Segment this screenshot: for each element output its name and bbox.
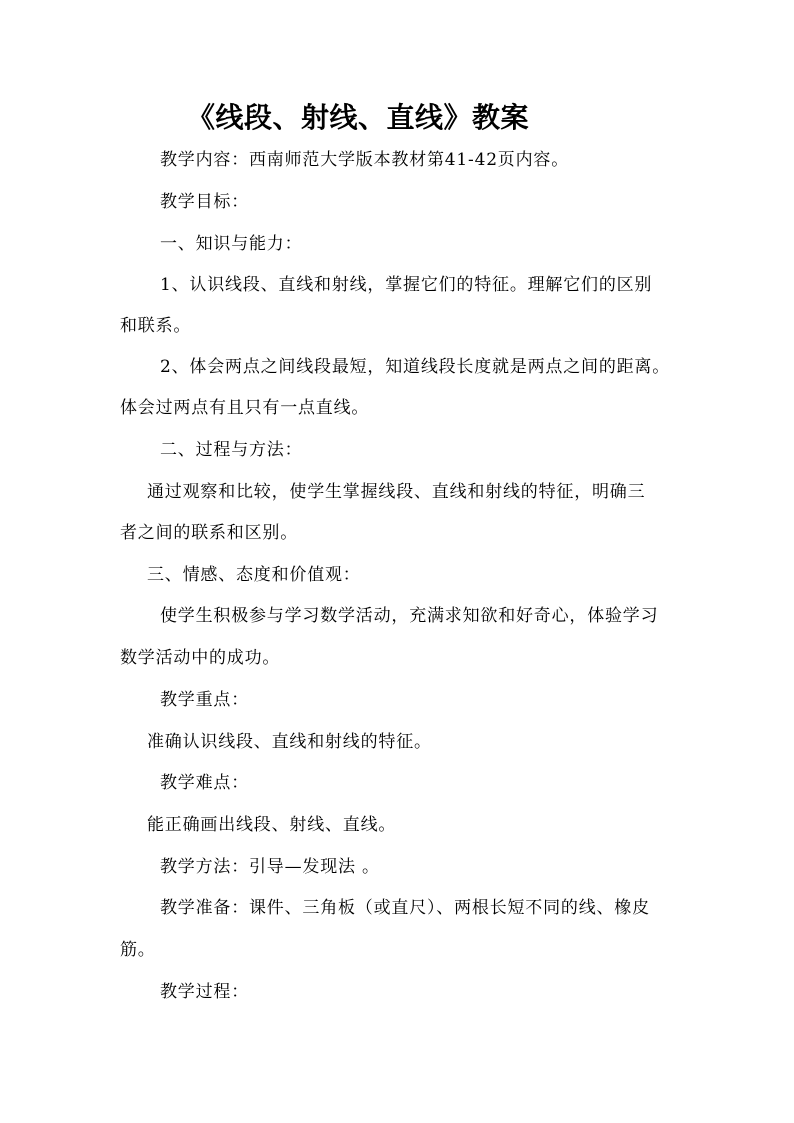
goal-1-line: 1、认识线段、直线和射线，掌握它们的特征。理解它们的区别 [160,275,653,295]
emotion-attitude-continuation: 数学活动中的成功。 [120,648,281,668]
key-points-line: 准确认识线段、直线和射线的特征。 [147,732,432,752]
process-method-heading: 二、过程与方法： [160,440,303,460]
teaching-goals-heading: 教学目标： [160,192,249,212]
knowledge-ability-heading: 一、知识与能力： [160,234,303,254]
goal-2-continuation: 体会过两点有且只有一点直线。 [120,398,370,418]
process-method-line: 通过观察和比较，使学生掌握线段、直线和射线的特征，明确三 [147,482,646,502]
emotion-attitude-heading: 三、情感、态度和价值观： [147,565,361,585]
teaching-preparation-continuation: 筋。 [120,940,156,960]
difficulties-line: 能正确画出线段、射线、直线。 [147,815,397,835]
goal-2-line: 2、体会两点之间线段最短，知道线段长度就是两点之间的距离。 [160,357,671,377]
teaching-content-line: 教学内容：西南师范大学版本教材第41-42页内容。 [160,150,570,170]
process-method-continuation: 者之间的联系和区别。 [120,523,298,543]
difficulties-heading: 教学难点： [160,773,249,793]
emotion-attitude-line: 使学生积极参与学习数学活动，充满求知欲和好奇心，体验学习 [160,606,659,626]
key-points-heading: 教学重点： [160,690,249,710]
goal-1-continuation: 和联系。 [120,316,192,336]
teaching-preparation-line: 教学准备：课件、三角板（或直尺）、两根长短不同的线、橡皮 [160,898,650,918]
teaching-process-heading: 教学过程： [160,982,249,1002]
teaching-method-line: 教学方法：引导—发现法 。 [160,857,380,877]
document-title: 《线段、射线、直线》教案 [187,101,530,134]
